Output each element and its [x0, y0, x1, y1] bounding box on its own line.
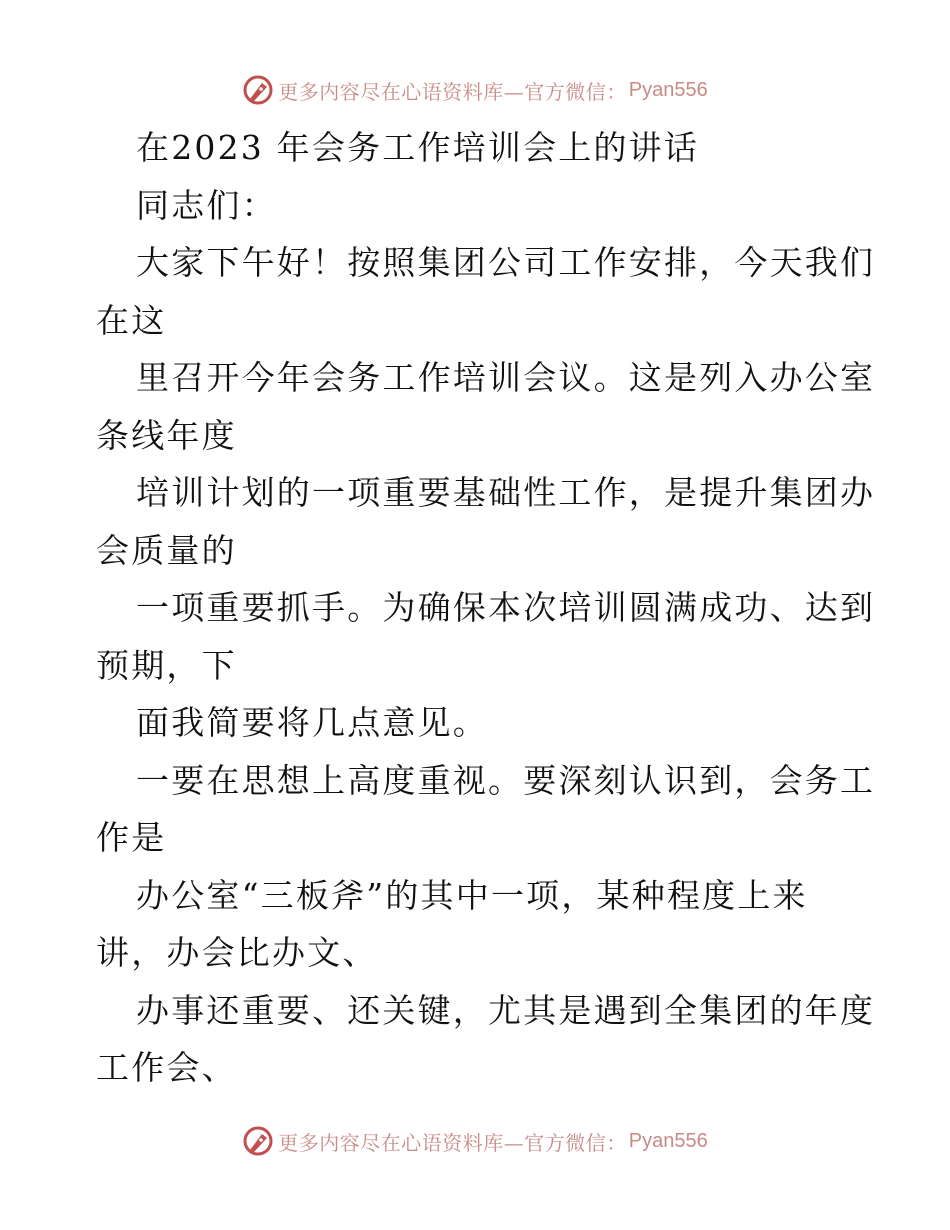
body-line: 条线年度: [96, 415, 237, 455]
banner-text: 更多内容尽在心语资料库—官方微信：: [278, 1130, 627, 1155]
body-line: 一项重要抓手。为确保本次培训圆满成功、达到: [136, 588, 876, 627]
body-line: 大家下午好！按照集团公司工作安排，今天我们: [136, 243, 876, 282]
body-line: 在这: [96, 300, 167, 340]
body-line: 一要在思想上高度重视。要深刻认识到，会务工: [136, 760, 876, 800]
header-watermark-banner: [0, 70, 950, 110]
body-line: 讲，办会比办文、: [96, 933, 378, 972]
body-line: 工作会、: [96, 1048, 237, 1087]
footer-watermark-banner: [0, 1121, 950, 1161]
body-line: 预期，下: [96, 645, 237, 685]
banner-wechat-id: Pyan556: [628, 78, 708, 101]
body-line: 办事还重要、还关键，尤其是遇到全集团的年度: [136, 990, 876, 1030]
body-line: 办公室“三板斧”的其中一项，某种程度上来: [136, 875, 808, 915]
document-body: [96, 119, 876, 1097]
salutation: 同志们：: [136, 185, 277, 225]
document-title: 在2023 年会务工作培训会上的讲话: [136, 128, 700, 167]
pen-nib-circle-icon: [242, 74, 274, 106]
body-line: 会质量的: [96, 530, 237, 570]
body-line: 作是: [96, 818, 167, 857]
banner-text: 更多内容尽在心语资料库—官方微信：: [278, 79, 627, 104]
pen-nib-circle-icon: [242, 1125, 274, 1157]
body-line: 里召开今年会务工作培训会议。这是列入办公室: [136, 358, 876, 397]
body-line: 培训计划的一项重要基础性工作，是提升集团办: [136, 473, 876, 512]
body-line: 面我简要将几点意见。: [136, 703, 488, 742]
banner-wechat-id: Pyan556: [628, 1129, 708, 1152]
